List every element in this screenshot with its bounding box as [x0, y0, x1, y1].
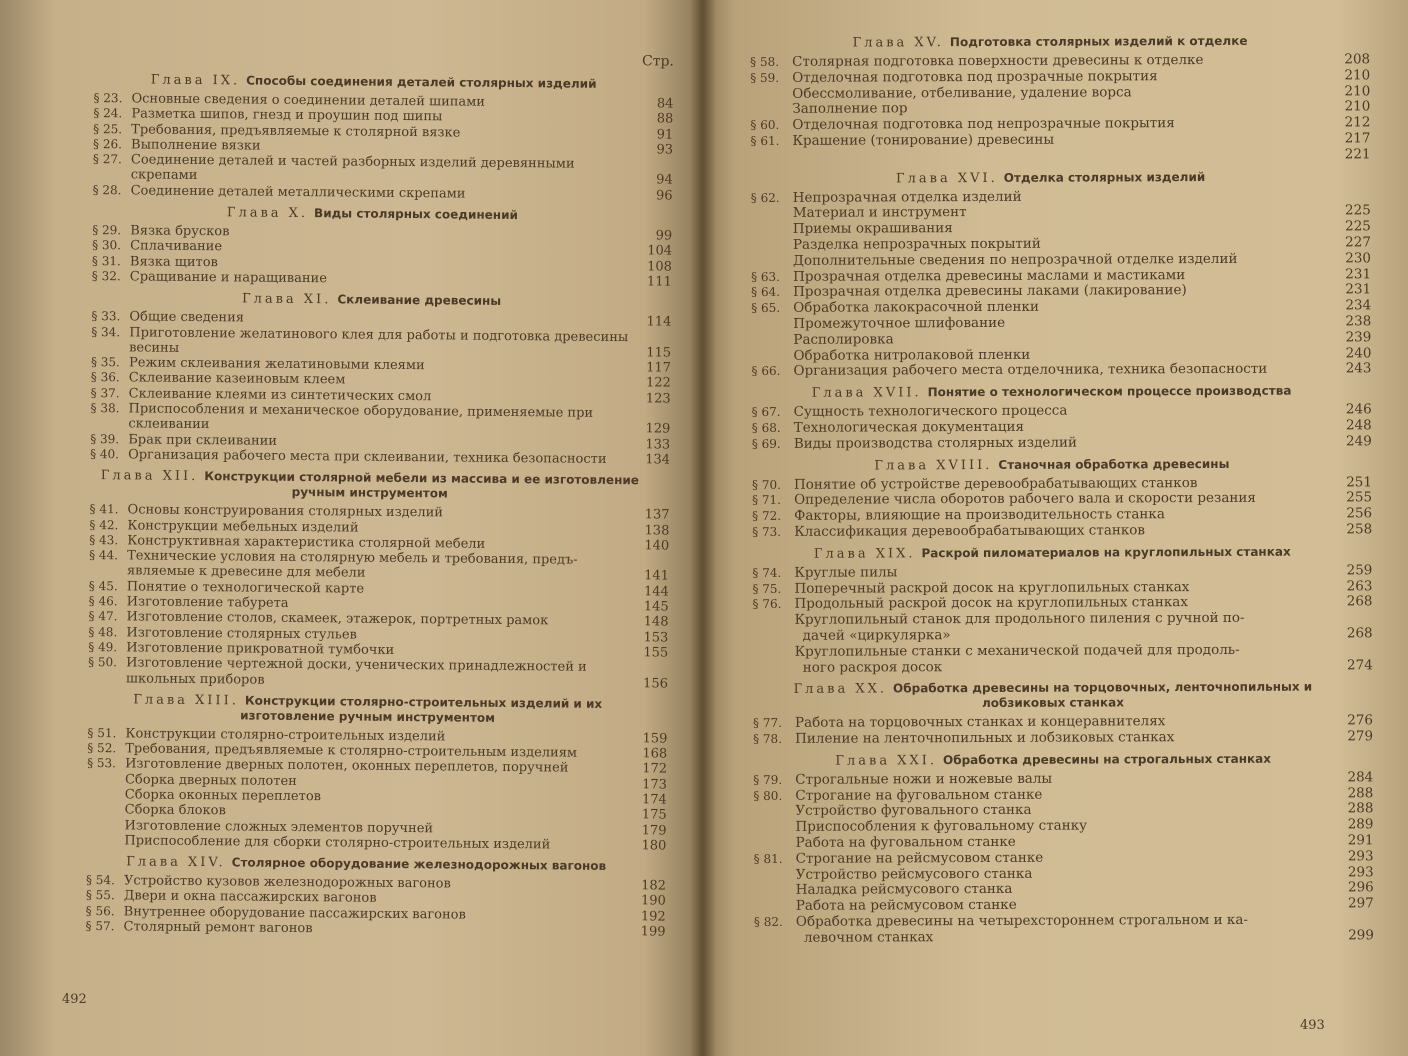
- section-title: Крашение (тонирование) древесины: [792, 131, 1055, 149]
- toc-page: 210: [1344, 82, 1371, 100]
- section-title: Приемы окрашивания: [792, 220, 953, 237]
- section-title: Сборка блоков: [124, 802, 226, 819]
- toc-page: 115: [646, 345, 672, 361]
- section-title: школьных приборов: [125, 670, 265, 688]
- section-number: § 47.: [88, 609, 118, 624]
- section-number: § 51.: [87, 725, 117, 741]
- chapter-title: Отделка столярных изделий: [1003, 169, 1206, 185]
- section-title: дачей «циркулярка»: [802, 627, 951, 644]
- section-title: Технологическая документация: [793, 418, 1025, 436]
- section-title: Круглые пилы: [794, 564, 898, 581]
- section-title: Обессмоливание, отбеливание, удаление ворса: [792, 83, 1132, 102]
- section-number: § 30.: [92, 238, 122, 253]
- toc-page: 145: [643, 599, 669, 615]
- section-title: Столярная подготовка поверхности древесины к отделке: [792, 52, 1204, 70]
- toc-page: 93: [656, 142, 674, 158]
- toc-page: 122: [645, 375, 671, 392]
- section-title: Устройство кузовов железнодорожных вагонов: [123, 873, 451, 892]
- chapter-label: Глава XX.: [793, 681, 888, 698]
- section-title: Устройство фуговального станка: [795, 802, 1032, 820]
- section-title: Продольный раскрой досок на круглопильных станках: [794, 594, 1188, 613]
- section-number: § 37.: [90, 385, 120, 401]
- section-number: § 60.: [750, 118, 780, 133]
- toc-page: 190: [640, 893, 666, 909]
- section-number: § 82.: [753, 914, 783, 930]
- toc-row: [754, 928, 1374, 947]
- section-number: § 28.: [92, 182, 122, 198]
- section-number: § 54.: [85, 873, 115, 888]
- toc-page: 212: [1344, 114, 1371, 131]
- toc-page: 159: [642, 731, 668, 747]
- section-number: § 80.: [753, 788, 783, 803]
- chapter-title: Станочная обработка древесины: [998, 456, 1230, 472]
- section-number: § 41.: [89, 502, 119, 517]
- toc-page: 210: [1344, 98, 1371, 115]
- toc-page: 243: [1345, 360, 1372, 377]
- toc-page: 251: [1346, 473, 1373, 490]
- section-title: склеивании: [128, 416, 210, 433]
- section-title: Обработка лакокрасочной пленки: [793, 298, 1039, 316]
- section-number: § 32.: [91, 268, 121, 284]
- section-title: Прозрачная отделка древесины маслами и мастиками: [793, 266, 1186, 285]
- toc-page: 114: [646, 314, 672, 330]
- section-title: Разметка шипов, гнезд и проушин под шипы: [131, 106, 443, 125]
- toc-page: 289: [1347, 816, 1374, 833]
- chapter-label: Глава XIX.: [813, 546, 916, 562]
- section-title: Организация рабочего места отделочника, техника безопасности: [793, 361, 1268, 380]
- toc-page: 144: [643, 584, 669, 600]
- chapter-label: Глава X.: [226, 205, 309, 222]
- section-title: Приспособления к фуговальному станку: [795, 817, 1088, 836]
- section-title: Дополнительные сведения по непрозрачной отделке изделий: [792, 250, 1238, 269]
- section-number: § 65.: [751, 301, 781, 316]
- right-page: [700, 0, 1408, 1056]
- chapter-heading: [752, 544, 1372, 562]
- toc-page: 268: [1346, 625, 1373, 642]
- chapter-label: Глава XII.: [100, 468, 199, 485]
- toc-page: 279: [1347, 728, 1374, 745]
- chapter-title: Конструкции столярно-строительных изделий и их изготовление ручным инструментом: [240, 693, 603, 725]
- section-title: весины: [129, 340, 180, 356]
- chapter-title: Конструкции столярной мебели из массива и ее изготовление ручным инструментом: [204, 469, 640, 501]
- toc-row: [751, 362, 1371, 381]
- section-title: Работа на фуговальном станке: [795, 833, 1016, 851]
- section-number: § 40.: [90, 446, 120, 462]
- toc-row: [751, 147, 1371, 166]
- toc-row: [752, 434, 1372, 453]
- chapter-title: Склеивание древесины: [337, 292, 502, 309]
- toc-page: 174: [641, 792, 667, 808]
- toc-page: 137: [644, 507, 670, 523]
- toc-page: 227: [1345, 234, 1371, 251]
- toc-row: [752, 522, 1372, 541]
- section-title: Соединение деталей металлическими скрепами: [130, 183, 466, 202]
- section-title: Приспособления и механическое оборудование, применяемые при: [128, 401, 594, 421]
- chapter-label: Глава XVI.: [896, 170, 998, 186]
- section-number: § 63.: [751, 269, 781, 284]
- section-number: § 57.: [85, 919, 115, 934]
- toc-page: 134: [645, 452, 671, 468]
- toc-page: 297: [1348, 895, 1374, 912]
- toc-row: [753, 658, 1373, 677]
- section-number: § 23.: [93, 90, 123, 106]
- section-title: Вязка щитов: [129, 254, 218, 270]
- section-title: Обработка древесины на четырехстороннем строгальном и ка-: [795, 911, 1248, 930]
- section-title: Наладка рейсмусового станка: [795, 881, 1013, 899]
- toc-row: [750, 131, 1370, 150]
- section-title: Выполнение вязки: [131, 137, 261, 154]
- section-number: § 39.: [90, 431, 120, 446]
- section-title: Брак при склеивании: [128, 431, 278, 449]
- toc-page: 153: [643, 629, 669, 646]
- toc-page: 172: [642, 761, 668, 777]
- section-number: § 73.: [752, 524, 782, 539]
- section-number: § 46.: [88, 593, 118, 609]
- section-title: Приготовление желатинового клея для работы и подготовка древесины: [129, 324, 629, 345]
- chapter-heading: [92, 204, 672, 225]
- section-title: Виды производства столярных изделий: [793, 434, 1078, 452]
- chapter-title: Столярное оборудование железнодорожных вагонов: [231, 855, 607, 874]
- toc-page: 259: [1346, 562, 1373, 579]
- section-title: Сущность технологического процесса: [793, 402, 1068, 420]
- chapter-label: Глава XVII.: [811, 385, 922, 401]
- toc-page: 268: [1346, 593, 1373, 610]
- section-title: Отделочная подготовка под прозрачные покрытия: [792, 68, 1158, 86]
- section-title: Технические условия на столярную мебель и требования, предъ-: [127, 548, 578, 568]
- toc-page: 133: [645, 436, 671, 453]
- section-number: § 58.: [750, 54, 780, 69]
- toc-page: 155: [643, 645, 669, 661]
- toc-page: 276: [1347, 712, 1374, 729]
- toc-page: 284: [1347, 769, 1374, 786]
- toc-page: 140: [644, 538, 670, 554]
- chapter-label: Глава XIII.: [133, 692, 239, 709]
- toc-page: 168: [642, 746, 668, 762]
- section-number: § 33.: [91, 309, 121, 324]
- section-number: § 36.: [90, 370, 120, 385]
- toc-page: 225: [1345, 218, 1371, 235]
- toc-page: 156: [643, 675, 668, 692]
- section-number: § 79.: [753, 772, 783, 787]
- section-title: Режим склеивания желатиновыми клеями: [128, 355, 425, 374]
- section-title: Требования, предъявляемые к столярной вязке: [131, 121, 461, 141]
- section-number: § 50.: [88, 655, 118, 670]
- section-number: § 55.: [85, 888, 115, 903]
- toc-page: 84: [656, 96, 674, 112]
- section-number: § 70.: [751, 477, 781, 492]
- section-number: § 45.: [88, 578, 118, 593]
- section-number: § 66.: [751, 364, 781, 379]
- chapter-heading: [750, 33, 1370, 51]
- section-title: Поперечный раскрой досок на круглопильных станках: [794, 578, 1190, 597]
- section-title: скрепами: [130, 167, 198, 184]
- section-title: Требования, предъявляемые к столярно-строительным изделиям: [125, 741, 578, 761]
- toc-page: 239: [1345, 329, 1372, 346]
- toc-page: 249: [1345, 433, 1372, 450]
- toc-page: 88: [656, 111, 674, 127]
- chapter-heading: [88, 692, 668, 728]
- section-title: Сплачивание: [130, 238, 223, 255]
- section-title: Изготовление столярных стульев: [126, 624, 357, 643]
- section-number: § 29.: [92, 223, 122, 238]
- section-title: Факторы, влияющие на производительность станка: [794, 506, 1165, 524]
- section-title: Понятие о технологической карте: [126, 579, 365, 597]
- section-number: § 42.: [89, 517, 119, 532]
- toc-page: 225: [1344, 202, 1371, 219]
- toc-page: 288: [1347, 784, 1374, 802]
- toc-row: [753, 729, 1373, 748]
- section-title: Склеивание казеиновым клеем: [128, 370, 346, 388]
- toc-page: 129: [645, 421, 671, 437]
- chapter-label: Глава XXI.: [835, 753, 938, 769]
- section-title: Заполнение пор: [792, 100, 908, 118]
- section-title: Изготовление прикроватной тумбочки: [126, 640, 395, 658]
- toc-page: 208: [1344, 51, 1371, 68]
- section-number: § 74.: [752, 565, 782, 580]
- toc-page: 258: [1346, 521, 1373, 538]
- chapter-title: Обработка древесины на строгальных станках: [942, 751, 1272, 768]
- section-number: § 31.: [91, 253, 121, 268]
- section-number: § 68.: [751, 420, 781, 435]
- toc-page: 217: [1344, 130, 1371, 147]
- section-number: § 76.: [752, 597, 782, 612]
- section-title: Круглопильные станки с механической подачей для продоль-: [794, 641, 1240, 660]
- toc-page: 210: [1344, 67, 1371, 84]
- section-title: Сборка дверных полотен: [124, 772, 297, 789]
- section-title: Круглопильный станок для продольного пиления с ручной по-: [794, 609, 1245, 628]
- section-title: Изготовление дверных полотен, оконных переплетов, поручней: [125, 756, 569, 776]
- section-title: Материал и инструмент: [792, 204, 967, 222]
- left-page-number: 492: [62, 992, 87, 1007]
- toc-page: 182: [641, 878, 667, 894]
- toc-page: 288: [1347, 800, 1374, 817]
- section-title: Конструкции мебельных изделий: [127, 517, 359, 536]
- section-number: § 77.: [752, 716, 782, 731]
- toc-page: 91: [656, 126, 674, 143]
- section-title: Организация рабочего места при склеивании, техника безопасности: [128, 447, 607, 467]
- chapter-title: Понятие о технологическом процессе производства: [927, 383, 1292, 400]
- section-number: § 26.: [93, 136, 123, 152]
- section-title: Работа на рейсмусовом станке: [795, 897, 1017, 915]
- section-title: Разделка непрозрачных покрытий: [792, 235, 1041, 253]
- section-title: Изготовление сложных элементов поручней: [124, 817, 434, 836]
- section-title: Конструкции столярно-строительных изделий: [125, 726, 446, 745]
- section-title: Сращивание и наращивание: [129, 269, 327, 287]
- section-number: § 62.: [750, 190, 780, 205]
- toc-page: 234: [1345, 297, 1372, 314]
- section-title: Строгание на фуговальном станке: [795, 786, 1043, 804]
- chapter-heading: [94, 72, 674, 93]
- chapter-title: Подготовка столярных изделий к отделке: [949, 33, 1248, 50]
- section-title: Устройство рейсмусового станка: [795, 865, 1033, 883]
- section-title: Изготовление табурета: [126, 594, 289, 611]
- toc-page: 291: [1347, 832, 1374, 849]
- section-number: § 72.: [752, 508, 782, 524]
- section-number: § 67.: [751, 405, 781, 420]
- section-title: Классификация деревообрабатывающих станков: [794, 522, 1146, 540]
- toc-page: 231: [1345, 281, 1372, 298]
- toc-page: 255: [1346, 489, 1373, 506]
- toc-page: 175: [641, 807, 667, 823]
- toc-page: 104: [647, 243, 673, 259]
- chapter-title: Обработка древесины на торцовочных, ленточнопильных и лобзиковых станках: [892, 679, 1313, 711]
- section-title: Понятие об устройстве деревообрабатывающих станков: [793, 474, 1198, 493]
- chapter-heading: [752, 456, 1372, 474]
- section-title: Двери и окна пассажирских вагонов: [123, 888, 377, 907]
- section-title: Строгание на рейсмусовом станке: [795, 849, 1044, 867]
- section-title: Вязка брусков: [130, 223, 230, 240]
- section-title: Внутреннее оборудование пассажирских вагонов: [123, 904, 466, 923]
- toc-page: 96: [655, 188, 673, 204]
- section-number: § 81.: [753, 851, 783, 866]
- section-title: Работа на торцовочных станках и концеравнителях: [794, 713, 1166, 732]
- book-gutter: [690, 0, 716, 1056]
- toc-page: 141: [644, 568, 670, 584]
- section-title: Общие сведения: [129, 309, 245, 326]
- section-number: § 44.: [89, 548, 119, 563]
- section-number: § 75.: [752, 581, 782, 596]
- section-number: § 27.: [92, 152, 122, 167]
- section-title: Промежуточное шлифование: [793, 314, 1006, 332]
- section-title: Пиление на ленточнопильных и лобзиковых станках: [795, 729, 1175, 747]
- section-title: Изготовление столов, скамеек, этажерок, портретных рамок: [126, 609, 549, 629]
- section-number: § 59.: [750, 70, 780, 85]
- chapter-title: Способы соединения деталей столярных изделий: [246, 73, 597, 91]
- section-title: Располировка: [793, 331, 894, 348]
- section-number: § 61.: [750, 133, 780, 148]
- section-title: Склеивание клеями из синтетических смол: [128, 386, 432, 405]
- section-title: Столярный ремонт вагонов: [123, 919, 313, 937]
- toc-page: 246: [1345, 401, 1372, 418]
- section-title: Основы конструирования столярных изделий: [127, 502, 444, 521]
- toc-page: 148: [643, 614, 669, 630]
- section-number: § 53.: [87, 756, 117, 771]
- section-number: § 34.: [91, 324, 121, 339]
- right-page-number: 493: [1300, 1018, 1325, 1033]
- section-title: Сборка оконных переплетов: [124, 787, 322, 805]
- toc-page: 138: [644, 522, 670, 539]
- toc-page: 123: [645, 391, 671, 407]
- section-title: Отделочная подготовка под непрозрачные покрытия: [792, 115, 1175, 134]
- toc-text: [751, 158, 1335, 161]
- left-page: [0, 0, 700, 1056]
- section-number: § 25.: [93, 121, 123, 136]
- section-number: § 43.: [89, 532, 119, 548]
- chapter-heading: [90, 468, 670, 504]
- toc-page: 111: [646, 274, 672, 290]
- chapter-label: Глава XIV.: [126, 854, 226, 871]
- section-number: § 24.: [93, 106, 123, 121]
- section-title: ного раскроя досок: [802, 658, 943, 676]
- chapter-title: Раскрой пиломатериалов на круглопильных станках: [921, 544, 1291, 560]
- chapter-label: Глава XV.: [852, 35, 944, 51]
- section-number: § 78.: [753, 731, 783, 747]
- chapter-heading: [86, 854, 666, 875]
- toc-page: 293: [1347, 863, 1374, 881]
- toc-page: 117: [646, 360, 672, 376]
- toc-page: 296: [1347, 879, 1374, 896]
- section-title: Приспособление для сборки столярно-строительных изделий: [124, 833, 551, 853]
- section-title: Определение числа оборотов рабочего вала и скорости резания: [794, 490, 1256, 509]
- toc-page: 256: [1346, 505, 1373, 522]
- section-title: левочном станках: [803, 929, 934, 946]
- section-title: Основные сведения о соединении деталей шипами: [131, 91, 486, 110]
- chapter-heading: [753, 751, 1373, 769]
- section-number: § 64.: [751, 285, 781, 300]
- left-toc: [85, 48, 673, 940]
- toc-page: 299: [1348, 927, 1374, 944]
- chapter-heading: [92, 290, 672, 311]
- chapter-label: Глава IX.: [150, 72, 241, 89]
- toc-page: 263: [1346, 577, 1373, 594]
- toc-page: 274: [1346, 656, 1373, 673]
- toc-page: 240: [1345, 344, 1372, 361]
- toc-page: 108: [647, 258, 672, 275]
- section-title: Конструктивная характеристика столярной мебели: [127, 533, 486, 552]
- toc-page: 293: [1347, 848, 1374, 865]
- toc-page: 230: [1345, 250, 1372, 267]
- section-number: § 49.: [88, 639, 118, 655]
- chapter-heading: [752, 383, 1372, 401]
- section-title: Непрозрачная отделка изделий: [792, 188, 1022, 206]
- section-number: § 56.: [85, 903, 115, 919]
- toc-page: 199: [640, 924, 666, 940]
- section-number: § 48.: [88, 624, 118, 639]
- toc-page: 94: [656, 172, 673, 189]
- section-title: Строгальные ножи и ножевые валы: [795, 770, 1053, 788]
- chapter-heading: [751, 169, 1371, 187]
- chapter-label: Глава XVIII.: [874, 457, 993, 473]
- section-title: Прозрачная отделка древесины лаками (лакирование): [793, 282, 1187, 301]
- toc-page: 173: [642, 776, 668, 793]
- right-toc: [750, 27, 1374, 946]
- section-number: § 71.: [752, 493, 781, 508]
- toc-page: 221: [1344, 146, 1371, 163]
- toc-page: 180: [641, 838, 667, 854]
- toc-page: 99: [655, 228, 673, 244]
- section-number: § 35.: [90, 355, 120, 370]
- section-number: § 69.: [751, 436, 781, 451]
- toc-page: 192: [640, 909, 666, 925]
- section-title: Обработка нитролаковой пленки: [793, 346, 1031, 364]
- page-column-header: Стр.: [641, 53, 674, 70]
- toc-page: 231: [1345, 265, 1372, 282]
- section-number: § 52.: [87, 741, 117, 756]
- chapter-title: Виды столярных соединений: [314, 206, 519, 223]
- section-title: Соединение деталей и частей разборных изделий деревянными: [130, 152, 575, 172]
- section-title: Изготовление чертежной доски, ученических принадлежностей и: [126, 655, 587, 675]
- toc-page: 248: [1345, 417, 1372, 434]
- section-title: являемые к древесине для мебели: [126, 563, 366, 582]
- chapter-heading: [753, 680, 1373, 713]
- chapter-label: Глава XI.: [241, 291, 332, 308]
- section-number: § 38.: [90, 401, 120, 416]
- toc-page: 179: [641, 822, 667, 839]
- toc-page: 238: [1345, 313, 1372, 330]
